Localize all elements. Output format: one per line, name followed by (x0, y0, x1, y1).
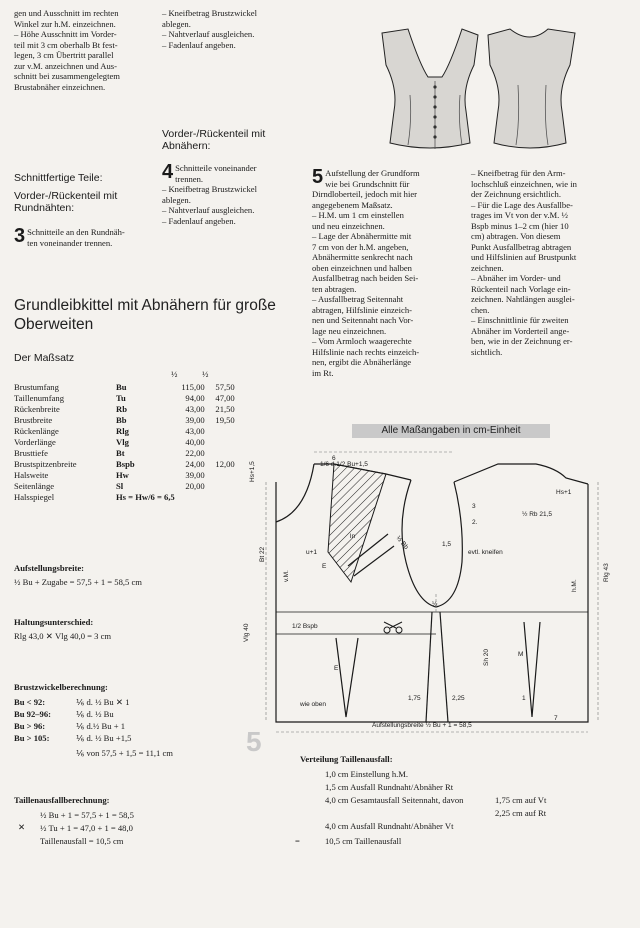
brustzwickel-value: ⅙ d.½ Bu + 1 (76, 721, 125, 731)
masssatz-cell-v2: 19,50 (215, 415, 235, 425)
label-wie-oben: wie oben (300, 701, 327, 708)
masssatz-cell-name: Brusttiefe (14, 448, 48, 458)
col2-top-text: – Kneifbetrag Brustzwickel ablegen. – Nahtverlauf ausgleichen. – Fadenlauf angeben. (162, 8, 257, 50)
masssatz-cell-abbr: Sl (116, 481, 124, 491)
verteilung-line-text: 4,0 cm Ausfall Rundnaht/Abnäher Vt (325, 821, 454, 831)
label-evtl: evtl. kneifen (468, 549, 503, 556)
label-175: 1,75 (408, 695, 421, 702)
verteilung-line-text: 1,0 cm Einstellung h.M. (325, 769, 409, 779)
haltung-heading: Haltungsunterschied: (14, 617, 94, 627)
masssatz-cell-v2: 21,50 (215, 404, 235, 414)
step-4-text: Schnitteile voneinander trennen. – Kneifbetrag Brustzwickel ablegen. – Nahtverlauf ausgleichen. – Fadenlauf angeben. (162, 163, 257, 226)
label-half: ½ (432, 601, 438, 608)
col1-top-text: gen und Ausschnitt im rechten Winkel zur h.M. einzeichnen. – Höhe Ausschnitt im Vorder- teil mit 3 cm oberhalb Bt fest- legen, 3 cm Übertritt parallel zur v.M. anzeichnen und Aus- schnitt bei zusammengelegtem Brustabnäher einzeichnen. (14, 8, 120, 92)
taillen-line-1: ½ Bu + 1 = 57,5 + 1 = 58,5 (40, 810, 134, 820)
step-5-number: 5 (312, 166, 324, 188)
verteilung-line-text: 1,5 cm Ausfall Rundnaht/Abnäher Rt (325, 782, 454, 792)
label-vm: v.M. (283, 570, 290, 582)
masssatz-cell-v1: 39,00 (185, 470, 205, 480)
masssatz-cell-name: Rückenbreite (14, 404, 60, 414)
masssatz-cell-v1: 22,00 (185, 448, 205, 458)
masssatz-heading: Der Maßsatz (14, 352, 75, 364)
masssatz-row (14, 426, 235, 437)
masssatz-cell-name: Seitenlänge (14, 481, 55, 491)
masssatz-cell-name: Taillenumfang (14, 393, 64, 403)
label-hs1: Hs+1,5 (249, 461, 256, 482)
masssatz-table (14, 382, 235, 503)
masssatz-cell-v2: 12,00 (215, 459, 235, 469)
verteilung-line-right: 1,75 cm auf Vt (495, 795, 547, 805)
label-bspb: 1/2 Bspb (292, 623, 318, 630)
section-heading-schnittfertige: Schnittfertige Teile: (14, 172, 103, 184)
masssatz-cell-v1: 40,00 (185, 437, 205, 447)
masssatz-cell-v1: 115,00 (181, 382, 205, 392)
masssatz-cell-name: Halsweite (14, 470, 49, 480)
masssatz-cell-v2: 57,50 (215, 382, 235, 392)
brustzwickel-value: ⅙ d. ½ Bu (76, 709, 114, 719)
label-hm: h.M. (571, 579, 578, 592)
verteilung-line (325, 808, 615, 821)
label-six: 6 (332, 455, 336, 462)
step-3-block (14, 227, 154, 248)
section-heading-abnaeher: Vorder-/Rückenteil mit Abnähern: (162, 128, 266, 152)
masssatz-cell-abbr: Bspb (116, 459, 135, 469)
vest-illustration (370, 25, 588, 165)
brustzwickel-row (14, 733, 131, 745)
haltung-text: Rlg 43,0 ✕ Vlg 40,0 = 3 cm (14, 631, 112, 641)
label-seven: 7 (554, 715, 558, 722)
masssatz-row (14, 382, 235, 393)
brustzwickel-rows (14, 697, 131, 745)
masssatz-row (14, 470, 235, 481)
main-title: Grundleibkittel mit Abnähern für große Oberweiten (14, 297, 276, 333)
brustzwickel-label: Bu < 92: (14, 697, 46, 707)
step-3-number: 3 (14, 225, 26, 247)
verteilung-line (325, 795, 615, 808)
brustzwickel-row (14, 709, 131, 721)
scissors-icon (384, 622, 402, 633)
masssatz-row (14, 448, 235, 459)
label-1-5: 1,5 (442, 541, 452, 548)
masssatz-cell-v1: 94,00 (185, 393, 205, 403)
masssatz-cell-abbr: Rb (116, 404, 127, 414)
taillen-line-2: ½ Tu + 1 = 47,0 + 1 = 48,0 (40, 823, 133, 833)
masssatz-cell-v2: 47,00 (215, 393, 235, 403)
verteilung-total: 10,5 cm Taillenausfall (325, 836, 402, 846)
masssatz-cell-v1 (175, 492, 205, 503)
masssatz-cell-name: Vorderlänge (14, 437, 56, 447)
step-5-col2-text: – Kneifbetrag für den Arm- lochschluß einzeichnen, wie in der Zeichnung ersichtlich. – Für die Lage des Ausfallbe- trages im Vt von der v.M. ½ Bspb minus 1–2 cm (hier 10 cm) abtragen. Von diesem Punkt Ausfallbetrag abtragen und Hilfslinien auf Brustpunkt zeichnen. – Abnäher im Vorder- und Rückenteil nach Vorlage ein- zeichnen. Nahtlängen ausglei- chen. – Einschnittlinie für zweiten Abnäher im Vorderteil ange- ben, wie in der Zeichnung er- sichtlich. (471, 168, 577, 357)
label-one: 1 (522, 695, 526, 702)
units-banner: Alle Maßangaben in cm-Einheit (352, 424, 550, 438)
label-two: 2. (472, 519, 478, 526)
brustzwickel-row (14, 721, 131, 733)
masssatz-col-header-1: ½ (171, 369, 178, 379)
masssatz-cell-abbr: Tu (116, 393, 126, 403)
masssatz-cell-v1: 43,00 (185, 404, 205, 414)
brustzwickel-row (14, 697, 131, 709)
step-5-col1-text: Aufstellung der Grundform wie bei Grundschnitt für Dirndloberteil, jedoch mit hier angegebenem Maßsatz. – H.M. um 1 cm einstellen und neu einzeichnen. – Lage der Abnähermitte mit 7 cm von der h.M. angeben, Abnähermitte senkrecht nach oben einzeichnen und halben Ausfallbetrag nach beiden Sei- ten abtragen. – Ausfallbetrag Seitennaht abtragen, Hilfslinie einzeich- nen und Seitennaht nach Vor- lage neu einzeichnen. – Vom Armloch waagerechte Hilfslinie nach rechts einzeich- nen, ergibt die Abnäherlänge im Rt. (312, 168, 420, 378)
brustzwickel-label: Bu > 96: (14, 721, 46, 731)
masssatz-row (14, 415, 235, 426)
masssatz-cell-name: Rückenlänge (14, 426, 59, 436)
masssatz-cell-v2 (205, 470, 235, 481)
taillen-heading: Taillenausfallberechnung: (14, 795, 110, 805)
masssatz-cell-v1: 20,00 (185, 481, 205, 491)
masssatz-row (14, 437, 235, 448)
label-three: 3 (472, 503, 476, 510)
masssatz-cell-v2 (205, 492, 235, 503)
brustzwickel-value: ⅙ d. ½ Bu +1,5 (76, 733, 132, 743)
masssatz-cell-abbr: Bu (116, 382, 127, 392)
masssatz-cell-name: Brustumfang (14, 382, 59, 392)
masssatz-cell-name: Brustbreite (14, 415, 53, 425)
masssatz-cell-v2 (205, 426, 235, 437)
brustzwickel-result: ⅙ von 57,5 + 1,5 = 11,1 cm (76, 748, 173, 758)
masssatz-cell-v1: 39,00 (185, 415, 205, 425)
taillen-mark: ✕ (18, 822, 26, 832)
masssatz-cell-v2 (205, 437, 235, 448)
pattern-drawing (236, 442, 610, 738)
label-half-bb: ½ Bb (394, 534, 410, 551)
masssatz-row (14, 459, 235, 470)
masssatz-cell-abbr: Hw (116, 470, 129, 480)
masssatz-cell-v1: 43,00 (185, 426, 205, 436)
masssatz-cell-abbr: Vlg (116, 437, 129, 447)
brustzwickel-label: Bu 92–96: (14, 709, 52, 719)
verteilung-line (325, 821, 615, 834)
label-e2: E (322, 563, 327, 570)
label-m: M (518, 651, 524, 658)
masssatz-cell-abbr: Hs = Hw/6 = 6,5 (116, 492, 175, 502)
masssatz-cell-name: Brustspitzenbreite (14, 459, 77, 469)
aufstellung-text: ½ Bu + Zugabe = 57,5 + 1 = 58,5 cm (14, 577, 142, 587)
label-225: 2,25 (452, 695, 465, 702)
step-3-text: Schnitteile an den Rundnäh- ten voneinander trennen. (27, 227, 125, 248)
masssatz-row (14, 481, 235, 492)
label-vlg40: Vlg 40 (243, 623, 250, 642)
verteilung-line-right: 2,25 cm auf Rt (495, 808, 547, 818)
masssatz-cell-abbr: Bb (116, 415, 127, 425)
step-5-block (312, 168, 458, 378)
label-top-formula: 1/6 d.1/2 Bu+1,5 (320, 461, 368, 468)
label-hs2: Hs+1 (556, 489, 572, 496)
section-subheading-rundnaehte: Vorder-/Rückenteil mit Rundnähten: (14, 190, 118, 214)
verteilung-line (325, 782, 615, 795)
label-u1: u+1 (306, 549, 318, 556)
masssatz-cell-name: Halsspiegel (14, 492, 55, 502)
label-ln: ln (350, 533, 356, 540)
label-e: E (334, 665, 339, 672)
label-sh20: Sh 20 (483, 649, 490, 666)
masssatz-col-header-2: ½ (202, 369, 209, 379)
aufstellung-heading: Aufstellungsbreite: (14, 563, 85, 573)
verteilung-lines (325, 769, 615, 834)
verteilung-line-text: 4,0 cm Gesamtausfall Seitennaht, davon (325, 795, 464, 805)
masssatz-row (14, 404, 235, 415)
masssatz-cell-abbr: Bt (116, 448, 125, 458)
taillen-line-3: Taillenausfall = 10,5 cm (40, 836, 124, 846)
brustzwickel-value: ⅙ d. ½ Bu ✕ 1 (76, 697, 130, 707)
verteilung-line (325, 769, 615, 782)
brustzwickel-label: Bu > 105: (14, 733, 50, 743)
masssatz-cell-abbr: Rlg (116, 426, 129, 436)
figure-number: 5 (246, 726, 262, 757)
verteilung-heading: Verteilung Taillenausfall: (300, 754, 393, 764)
step-4-block (162, 163, 302, 226)
label-bt22: Bt 22 (259, 546, 266, 562)
masssatz-row (14, 492, 235, 503)
step-4-number: 4 (162, 161, 174, 183)
masssatz-cell-v2 (205, 448, 235, 459)
label-bottom: Aufstellungsbreite ½ Bu + 1 = 58,5 (372, 722, 472, 729)
masssatz-cell-v1: 24,00 (185, 459, 205, 469)
brustzwickel-heading: Brustzwickelberechnung: (14, 682, 108, 692)
label-rb: ½ Rb 21,5 (522, 511, 552, 518)
masssatz-row (14, 393, 235, 404)
verteilung-eq: = (295, 836, 300, 846)
label-rlg43: Rlg 43 (603, 563, 610, 582)
masssatz-cell-v2 (205, 481, 235, 492)
